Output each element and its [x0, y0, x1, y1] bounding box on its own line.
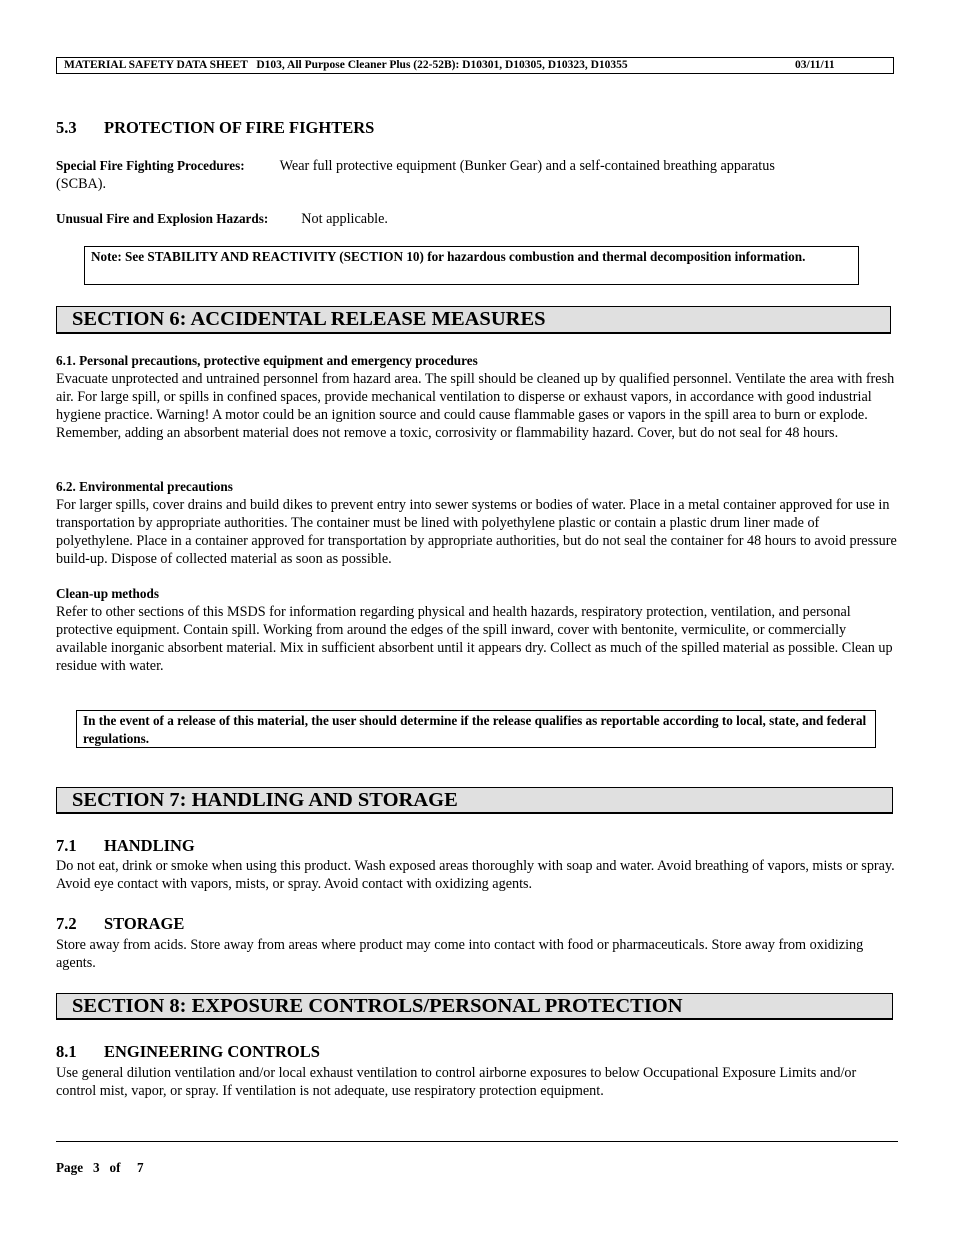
unusual-hazards-text: Not applicable.: [301, 211, 388, 227]
special-procedures: [56, 157, 898, 193]
heading-number: 8.1: [56, 1042, 77, 1061]
heading-number: 7.2: [56, 914, 77, 933]
note-box-combustion: Note: See STABILITY AND REACTIVITY (SECTION 10) for hazardous combustion and thermal decomposition information.: [84, 246, 859, 285]
special-procedures-label: Special Fire Fighting Procedures:: [56, 158, 245, 173]
page-number: Page 3 of 7: [56, 1160, 144, 1175]
section-7-header: SECTION 7: HANDLING AND STORAGE: [56, 787, 893, 814]
heading-title: ENGINEERING CONTROLS: [104, 1042, 320, 1061]
special-procedures-text-cont: (SCBA).: [56, 176, 107, 192]
section-6-header: SECTION 6: ACCIDENTAL RELEASE MEASURES: [56, 306, 891, 334]
special-procedures-text: Wear full protective equipment (Bunker Gear) and a self-contained breathing apparatus: [279, 158, 775, 174]
paragraph-handling: Do not eat, drink or smoke when using this product. Wash exposed areas thoroughly with soap and water. Avoid breathing of vapors, mists or spray. Avoid eye contact with vapors, mists, or spray. Avoid contact with oxidizing agents.: [56, 858, 895, 892]
heading-number: 5.3: [56, 118, 77, 137]
unusual-hazards: [56, 210, 388, 228]
unusual-hazards-label: Unusual Fire and Explosion Hazards:: [56, 211, 269, 226]
paragraph-6-2: For larger spills, cover drains and build dikes to prevent entry into sewer systems or bodies of water. Place in a metal container approved for use in transportation by appropriate authorities. The container must be lined with polyethylene plastic or contain a plastic drum liner made of polyethylene. Place in a container approved for transportation by appropriate authorities, but do not seal the container for 48 hours to avoid pressure build-up. Dispose of collected material as soon as possible.: [56, 497, 897, 567]
footer-divider: [56, 1141, 898, 1142]
subheading-6-1: 6.1. Personal precautions, protective equipment and emergency procedures: [56, 353, 478, 368]
paragraph-storage: Store away from acids. Store away from areas where product may come into contact with food or pharmaceuticals. Store away from oxidizing agents.: [56, 937, 864, 971]
heading-number: 7.1: [56, 836, 77, 855]
paragraph-engineering: Use general dilution ventilation and/or local exhaust ventilation to control airborne exposures to below Occupational Exposure Limits and/or control mist, vapor, or spray. If ventilation is not adequate, use respiratory protection equipment.: [56, 1065, 857, 1099]
paragraph-6-1: Evacuate unprotected and untrained personnel from hazard area. The spill should be cleaned up by qualified personnel. Ventilate the area with fresh air. For large spill, or spills in confined spaces, provide mechanical ventilation to disperse or exhaust vapors, in accordance with good industrial hygiene practice. Warning! A motor could be an ignition source and could cause flammable gases or vapors in the spill area to burn or explode. Remember, adding an absorbent material does not remove a toxic, corrosivity or flammability hazard. Cover, but do not seal for 48 hours.: [56, 371, 895, 441]
heading-title: PROTECTION OF FIRE FIGHTERS: [104, 118, 375, 137]
subheading-cleanup: Clean-up methods: [56, 586, 159, 601]
heading-title: STORAGE: [104, 914, 185, 933]
heading-8-1: [56, 1042, 320, 1062]
heading-5-3: [56, 118, 374, 138]
section-8-header: SECTION 8: EXPOSURE CONTROLS/PERSONAL PROTECTION: [56, 993, 893, 1020]
note-box-release: In the event of a release of this material, the user should determine if the release qualifies as reportable according to local, state, and federal regulations.: [76, 710, 876, 748]
header-title: MATERIAL SAFETY DATA SHEET D103, All Purpose Cleaner Plus (22-52B): D10301, D10305, D10323, D10355: [64, 59, 628, 71]
paragraph-cleanup: Refer to other sections of this MSDS for information regarding physical and health hazards, respiratory protection, ventilation, and personal protective equipment. Contain spill. Working from around the edges of the spill inward, cover with bentonite, vermiculite, or commercially available inorganic absorbent material. Mix in sufficient absorbent until it appears dry. Collect as much of the spilled material as possible. Clean up residue with water.: [56, 604, 893, 674]
heading-7-1: [56, 836, 195, 856]
heading-7-2: [56, 914, 184, 934]
subheading-6-2: 6.2. Environmental precautions: [56, 479, 233, 494]
heading-title: HANDLING: [104, 836, 195, 855]
document-header: [56, 57, 894, 74]
header-date: 03/11/11: [795, 59, 835, 71]
